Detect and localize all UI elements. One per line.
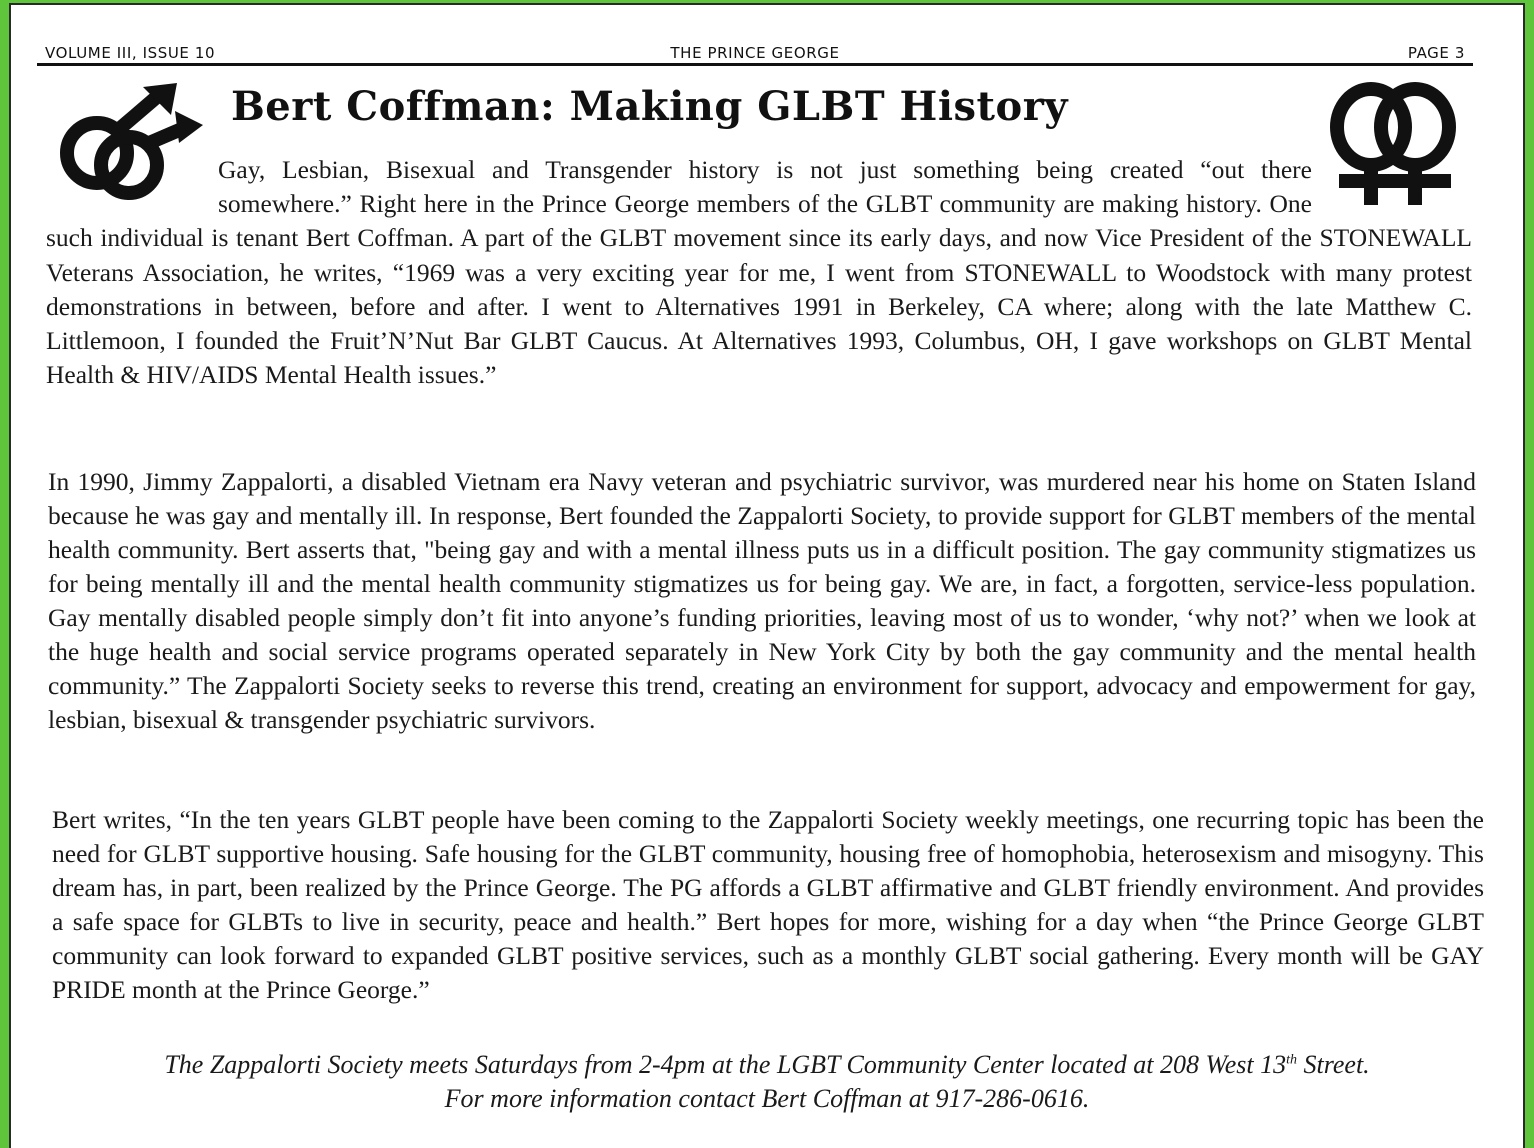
volume-issue: VOLUME III, ISSUE 10 [45, 44, 216, 62]
icon-spacer [46, 153, 218, 221]
article-paragraph-zappalorti: In 1990, Jimmy Zappalorti, a disabled Vietnam era Navy veteran and psychiatric survivor, was murdered near his home on Staten Island because he was gay and mentally ill. In response, Bert founded the Zappalorti Society, to provide support for GLBT members of the mental health community. Bert asserts that, "being gay and with a mental illness puts us in a difficult position. The gay community stigmatizes us for being mentally ill and the mental health community stigmatizes us for being gay. We are, in fact, a forgotten, service-less population. Gay mentally disabled people simply don’t fit into anyone’s funding priorities, leaving most of us to wonder, ‘why not?’ when we look at the huge health and social service programs operated separately in New York City by both the gay community and the mental health community.” The Zappalorti Society seeks to reverse this trend, creating an environment for support, advocacy and empowerment for gay, lesbian, bisexual & transgender psychiatric survivors. [48, 467, 1476, 734]
article-title: Bert Coffman: Making GLBT History [231, 83, 1069, 130]
meeting-info-line1 [164, 1050, 1369, 1079]
meeting-location-text: The Zappalorti Society meets Saturdays from 2-4pm at the LGBT Community Center located at 208 West 13 [164, 1049, 1287, 1079]
street-text: Street. [1297, 1049, 1370, 1079]
article-paragraph-intro [46, 153, 1472, 392]
publication-name: THE PRINCE GEORGE [670, 44, 840, 62]
page-number: PAGE 3 [1407, 44, 1465, 62]
meeting-info [51, 1043, 1483, 1116]
article-paragraph-housing: Bert writes, “In the ten years GLBT people have been coming to the Zappalorti Society weekly meetings, one recurring topic has been the need for GLBT supportive housing. Safe housing for the GLBT community, housing free of homophobia, heterosexism and misogyny. This dream has, in part, been realized by the Prince George. The PG affords a GLBT affirmative and GLBT friendly environment. And provides a safe space for GLBTs to live in security, peace and health.” Bert hopes for more, wishing for a day when “the Prince George GLBT community can look forward to expanded GLBT positive services, such as a monthly GLBT social gathering. Every month will be GAY PRIDE month at the Prince George.” [52, 805, 1484, 1004]
paragraph-text: Gay, Lesbian, Bisexual and Transgender history is not just something being created “out there somewhere.” Right here in the Prince George members of the GLBT community are making history. One such individual is tenant Bert Coffman. A part of the GLBT movement since its early days, and now Vice President of the STONEWALL Veterans Association, he writes, “1969 was a very exciting year for me, I went from STONEWALL to Woodstock with many protest demonstrations in between, before and after. I went to Alternatives 1991 in Berkeley, CA where; along with the late Matthew C. Littlemoon, I founded the Fruit’N’Nut Bar GLBT Caucus. At Alternatives 1993, Columbus, OH, I gave workshops on GLBT Mental Health & HIV/AIDS Mental Health issues.” [46, 155, 1472, 390]
contact-info: For more information contact Bert Coffman at 917-286-0616. [444, 1083, 1090, 1113]
newsletter-page [9, 3, 1525, 1148]
running-head [37, 39, 1473, 66]
icon-spacer [1312, 153, 1472, 221]
ordinal-suffix: th [1286, 1052, 1297, 1067]
